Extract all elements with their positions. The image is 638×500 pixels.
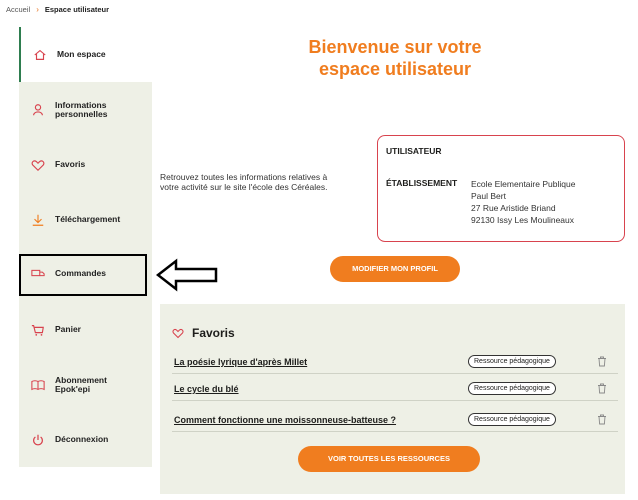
- sidebar-item-label: Commandes: [55, 267, 107, 278]
- sidebar-item-label: Panier: [55, 324, 81, 334]
- home-icon: [33, 48, 47, 62]
- breadcrumb-separator: ›: [36, 5, 39, 14]
- cart-icon: [31, 323, 45, 337]
- etab-line: 27 Rue Aristide Briand: [471, 203, 556, 213]
- list-item: [172, 378, 618, 401]
- annotation-highlight-box: [19, 254, 147, 296]
- sidebar-item-label: Mon espace: [57, 49, 106, 59]
- etab-line: Ecole Elementaire Publique: [471, 179, 576, 189]
- sidebar-item-label: Favoris: [55, 159, 86, 169]
- power-icon: [31, 433, 45, 447]
- sidebar: [19, 27, 152, 467]
- sidebar-item-panier[interactable]: [19, 302, 152, 357]
- favoris-title: Favoris: [192, 326, 235, 340]
- favorite-link[interactable]: La poésie lyrique d'après Millet: [174, 357, 308, 367]
- see-all-resources-button[interactable]: VOIR TOUTES LES RESSOURCES: [298, 446, 480, 472]
- favorite-link[interactable]: Le cycle du blé: [174, 384, 239, 394]
- list-item: [172, 409, 618, 432]
- sidebar-item-favoris[interactable]: [19, 137, 152, 192]
- sidebar-item-abonnement[interactable]: [19, 357, 152, 412]
- person-icon: [31, 103, 45, 117]
- resource-tag: Ressource pédagogique: [468, 382, 556, 395]
- list-item: [172, 351, 618, 374]
- breadcrumb-current: Espace utilisateur: [44, 5, 110, 14]
- intro-text: Retrouvez toutes les informations relatives à votre activité sur le site l'école des Céréales.: [160, 172, 328, 192]
- trash-icon[interactable]: [597, 414, 607, 425]
- trash-icon[interactable]: [597, 356, 607, 367]
- heart-icon: [31, 158, 45, 172]
- edit-profile-button[interactable]: MODIFIER MON PROFIL: [330, 256, 460, 282]
- trash-icon[interactable]: [597, 383, 607, 394]
- breadcrumb: [6, 5, 109, 14]
- sidebar-item-mon-espace[interactable]: [19, 27, 152, 82]
- resource-tag: Ressource pédagogique: [468, 355, 556, 368]
- sidebar-item-label: Déconnexion: [55, 434, 109, 444]
- resource-tag: Ressource pédagogique: [468, 413, 556, 426]
- page-title: [260, 36, 530, 80]
- arrow-left-icon: [156, 258, 220, 292]
- etablissement-value: [471, 178, 575, 226]
- sidebar-item-label: Téléchargement: [55, 214, 121, 224]
- sidebar-item-informations[interactable]: [19, 82, 152, 137]
- sidebar-item-telechargement[interactable]: [19, 192, 152, 247]
- heart-icon: [172, 327, 184, 339]
- favorite-link[interactable]: Comment fonctionne une moissonneuse-batteuse ?: [174, 415, 397, 425]
- favoris-heading: [172, 326, 235, 340]
- etab-line: 92130 Issy Les Moulineaux: [471, 215, 575, 225]
- sidebar-item-label: Abonnement Epok'epi: [55, 374, 107, 394]
- download-icon: [31, 213, 45, 227]
- sidebar-item-label: Informations personnelles: [55, 99, 108, 119]
- etablissement-label: ÉTABLISSEMENT: [386, 178, 458, 188]
- user-info-card: [377, 135, 625, 242]
- sidebar-item-deconnexion[interactable]: [19, 412, 152, 467]
- breadcrumb-home[interactable]: Accueil: [6, 5, 31, 14]
- etab-line: Paul Bert: [471, 191, 506, 201]
- user-card-heading: UTILISATEUR: [386, 146, 442, 156]
- page-title-line1: Bienvenue sur votre: [308, 37, 482, 57]
- page-title-line2: espace utilisateur: [318, 59, 472, 79]
- book-icon: [31, 378, 45, 392]
